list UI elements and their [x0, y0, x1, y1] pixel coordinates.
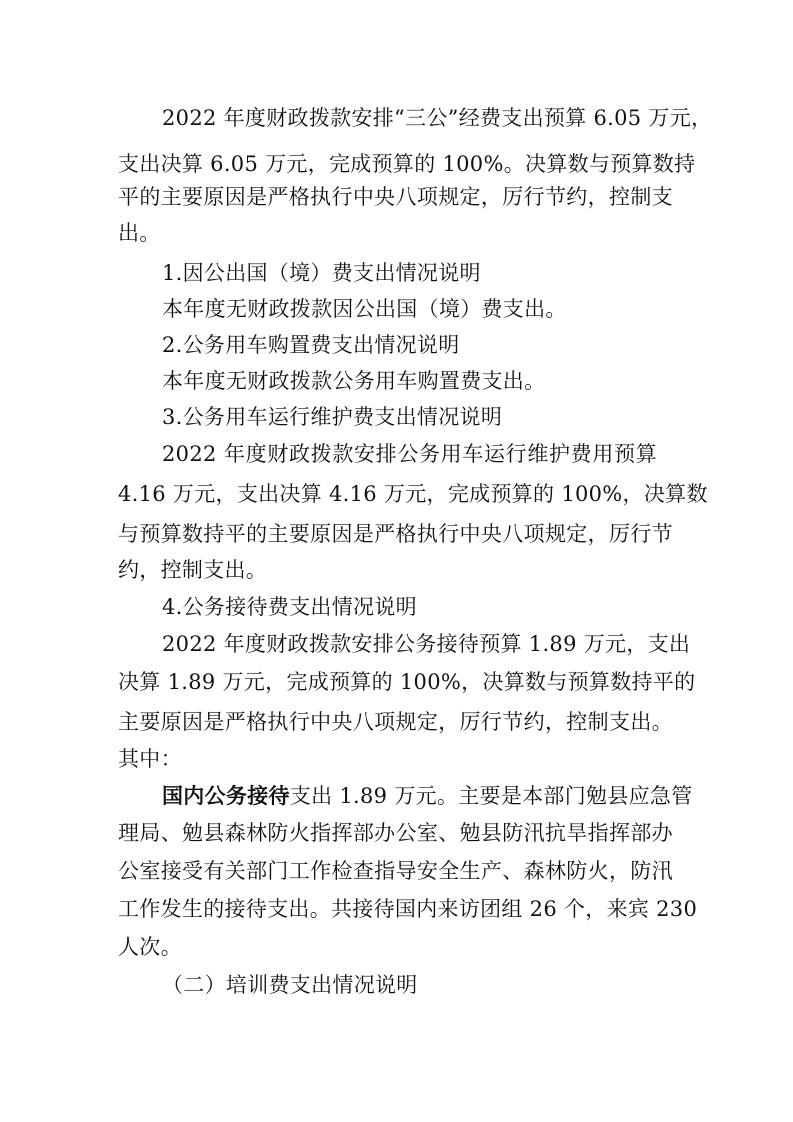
paragraph-line: 平的主要原因是严格执行中央八项规定，厉行节约，控制支 — [118, 185, 673, 209]
paragraph-line: 工作发生的接待支出。共接待国内来访团组 26 个，来宾 230 — [118, 897, 698, 921]
paragraph-line: 人次。 — [118, 935, 182, 959]
section-heading: 4.公务接待费支出情况说明 — [162, 595, 417, 619]
section-heading: （二）培训费支出情况说明 — [162, 973, 418, 997]
paragraph-line: 2022 年度财政拨款安排“三公”经费支出预算 6.05 万元， — [162, 106, 713, 130]
paragraph-line: 与预算数持平的主要原因是严格执行中央八项规定，厉行节 — [118, 522, 673, 546]
paragraph-line: 2022 年度财政拨款安排公务接待预算 1.89 万元，支出 — [162, 632, 691, 656]
section-heading: 3.公务用车运行维护费支出情况说明 — [162, 405, 503, 429]
paragraph-text: 支出 1.89 万元。主要是本部门勉县应急管 — [289, 784, 693, 808]
paragraph-line: 本年度无财政拨款公务用车购置费支出。 — [162, 369, 546, 393]
paragraph-line: 公室接受有关部门工作检查指导安全生产、森林防火，防汛 — [118, 859, 673, 883]
paragraph-line: 理局、勉县森林防火指挥部办公室、勉县防汛抗旱指挥部办 — [118, 821, 673, 845]
section-heading: 1.因公出国（境）费支出情况说明 — [162, 261, 481, 285]
paragraph-line: 主要原因是严格执行中央八项规定，厉行节约，控制支出。 — [118, 710, 673, 734]
paragraph-line: 4.16 万元，支出决算 4.16 万元，完成预算的 100%，决算数 — [118, 482, 708, 506]
paragraph-line: 约，控制支出。 — [118, 558, 268, 582]
paragraph-line: 出。 — [118, 221, 161, 245]
bold-term: 国内公务接待 — [162, 783, 290, 808]
section-heading: 2.公务用车购置费支出情况说明 — [162, 333, 460, 357]
paragraph-line: 决算 1.89 万元，完成预算的 100%，决算数与预算数持平的 — [118, 670, 696, 694]
paragraph-line-domestic-reception — [162, 782, 693, 810]
paragraph-line: 本年度无财政拨款因公出国（境）费支出。 — [162, 297, 567, 321]
paragraph-line: 支出决算 6.05 万元，完成预算的 100%。决算数与预算数持 — [118, 152, 696, 176]
paragraph-line: 2022 年度财政拨款安排公务用车运行维护费用预算 — [162, 442, 657, 466]
paragraph-line: 其中： — [118, 747, 182, 771]
